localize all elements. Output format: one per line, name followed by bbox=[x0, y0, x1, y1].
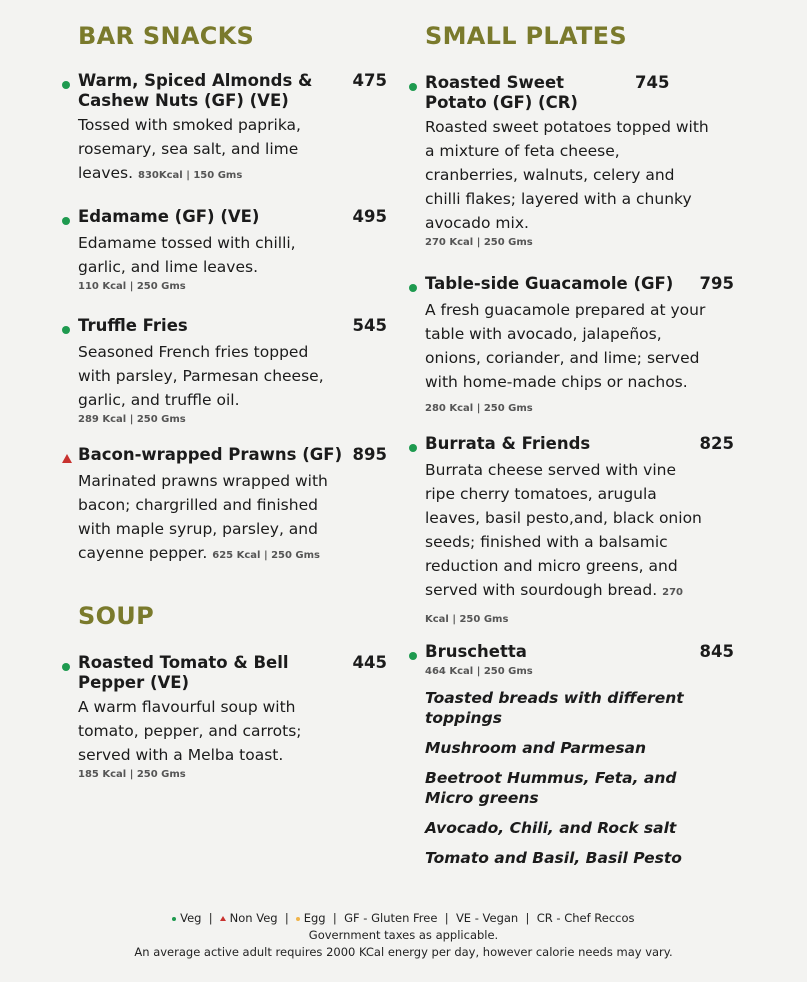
item-price: 495 bbox=[352, 207, 387, 226]
non-veg-icon bbox=[62, 454, 72, 463]
legend-cr: CR - Chef Reccos bbox=[536, 911, 635, 925]
item-description: A warm flavourful soup with tomato, pepper, and carrots; served with a Melba toast. bbox=[78, 698, 302, 764]
bruschetta-option: Mushroom and Parmesan bbox=[425, 739, 647, 757]
item-calories: 270 Kcal | 250 Gms bbox=[425, 587, 683, 625]
item-description: Tossed with smoked paprika, rosemary, sea salt, and lime leaves. bbox=[78, 116, 301, 182]
menu-item bbox=[409, 73, 734, 251]
item-price: 475 bbox=[352, 71, 387, 90]
item-calories: 185 Kcal | 250 Gms bbox=[78, 769, 186, 780]
menu-item bbox=[409, 434, 734, 632]
item-price: 825 bbox=[699, 434, 734, 453]
item-description: Roasted sweet potatoes topped with a mixture of feta cheese, cranberries, walnuts, celery and chilli flakes; layered with a chunky avocado mix. bbox=[425, 118, 709, 232]
non-veg-icon bbox=[220, 916, 226, 921]
section-title-soup: SOUP bbox=[78, 602, 154, 630]
item-description: Seasoned French fries topped with parsley, Parmesan cheese, garlic, and truffle oil. bbox=[78, 343, 324, 409]
item-price: 895 bbox=[352, 445, 387, 464]
item-calories: 280 Kcal | 250 Gms bbox=[425, 403, 533, 414]
calorie-note: An average active adult requires 2000 KCal energy per day, however calorie needs may vary. bbox=[134, 945, 673, 959]
legend-veg: Veg bbox=[180, 911, 202, 925]
bruschetta-option: Avocado, Chili, and Rock salt bbox=[425, 819, 677, 837]
menu-item bbox=[409, 642, 734, 868]
item-description: Marinated prawns wrapped with bacon; chargrilled and finished with maple syrup, parsley, and cayenne pepper. bbox=[78, 472, 328, 562]
item-calories: 464 Kcal | 250 Gms bbox=[425, 666, 533, 677]
legend-egg: Egg bbox=[303, 911, 326, 925]
veg-icon bbox=[409, 83, 417, 91]
section-title-bar-snacks: BAR SNACKS bbox=[78, 22, 255, 50]
menu-item bbox=[62, 445, 387, 568]
menu-item bbox=[62, 207, 387, 295]
item-name: Roasted Sweet Potato (GF) (CR) bbox=[425, 73, 578, 112]
veg-icon bbox=[62, 326, 70, 334]
item-name: Edamame (GF) (VE) bbox=[78, 207, 260, 226]
item-price: 545 bbox=[352, 316, 387, 335]
legend-gf: GF - Gluten Free bbox=[344, 911, 438, 925]
item-name: Warm, Spiced Almonds & Cashew Nuts (GF) (VE) bbox=[78, 71, 313, 110]
item-calories: 830Kcal | 150 Gms bbox=[138, 170, 243, 181]
menu-item bbox=[62, 316, 387, 428]
egg-icon bbox=[296, 917, 300, 921]
bruschetta-option: Tomato and Basil, Basil Pesto bbox=[425, 849, 682, 867]
item-calories: 289 Kcal | 250 Gms bbox=[78, 414, 186, 425]
legend-ve: VE - Vegan bbox=[455, 911, 519, 925]
veg-icon bbox=[409, 284, 417, 292]
item-description: A fresh guacamole prepared at your table with avocado, jalapeños, onions, coriander, and lime; served with home-made chips or nachos. bbox=[425, 301, 706, 391]
item-price: 845 bbox=[699, 642, 734, 661]
bruschetta-option: Toasted breads with different toppings bbox=[425, 689, 684, 727]
item-description: Burrata cheese served with vine ripe cherry tomatoes, arugula leaves, basil pesto,and, black onion seeds; finished with a balsamic reduction and micro greens, and served with sourdough bread. bbox=[425, 461, 702, 599]
item-calories: 270 Kcal | 250 Gms bbox=[425, 237, 533, 248]
veg-icon bbox=[409, 444, 417, 452]
menu-item bbox=[62, 653, 387, 783]
item-name: Bruschetta bbox=[425, 642, 527, 661]
item-name: Bacon-wrapped Prawns (GF) bbox=[78, 445, 343, 464]
taxes-note: Government taxes as applicable. bbox=[308, 928, 499, 942]
item-name: Roasted Tomato & Bell Pepper (VE) bbox=[78, 653, 289, 692]
menu-item bbox=[62, 71, 387, 188]
item-name: Truffle Fries bbox=[78, 316, 188, 335]
legend-non-veg: Non Veg bbox=[229, 911, 278, 925]
veg-icon bbox=[62, 663, 70, 671]
bruschetta-option: Beetroot Hummus, Feta, and Micro greens bbox=[425, 769, 677, 807]
veg-icon bbox=[62, 81, 70, 89]
item-price: 445 bbox=[352, 653, 387, 672]
legend: Veg | Non Veg | Egg | GF - Gluten Free | VE - Vegan | CR - Chef Reccos bbox=[0, 910, 807, 927]
item-calories: 625 Kcal | 250 Gms bbox=[212, 550, 321, 561]
item-calories: 110 Kcal | 250 Gms bbox=[78, 281, 186, 292]
item-price: 745 bbox=[635, 73, 670, 92]
veg-icon bbox=[62, 217, 70, 225]
section-title-small-plates: SMALL PLATES bbox=[425, 22, 627, 50]
menu-item bbox=[409, 274, 734, 421]
item-description: Edamame tossed with chilli, garlic, and lime leaves. bbox=[78, 234, 296, 276]
item-name: Burrata & Friends bbox=[425, 434, 591, 453]
item-price: 795 bbox=[699, 274, 734, 293]
veg-icon bbox=[409, 652, 417, 660]
footer bbox=[0, 910, 807, 961]
veg-icon bbox=[172, 917, 176, 921]
item-name: Table-side Guacamole (GF) bbox=[425, 274, 674, 293]
